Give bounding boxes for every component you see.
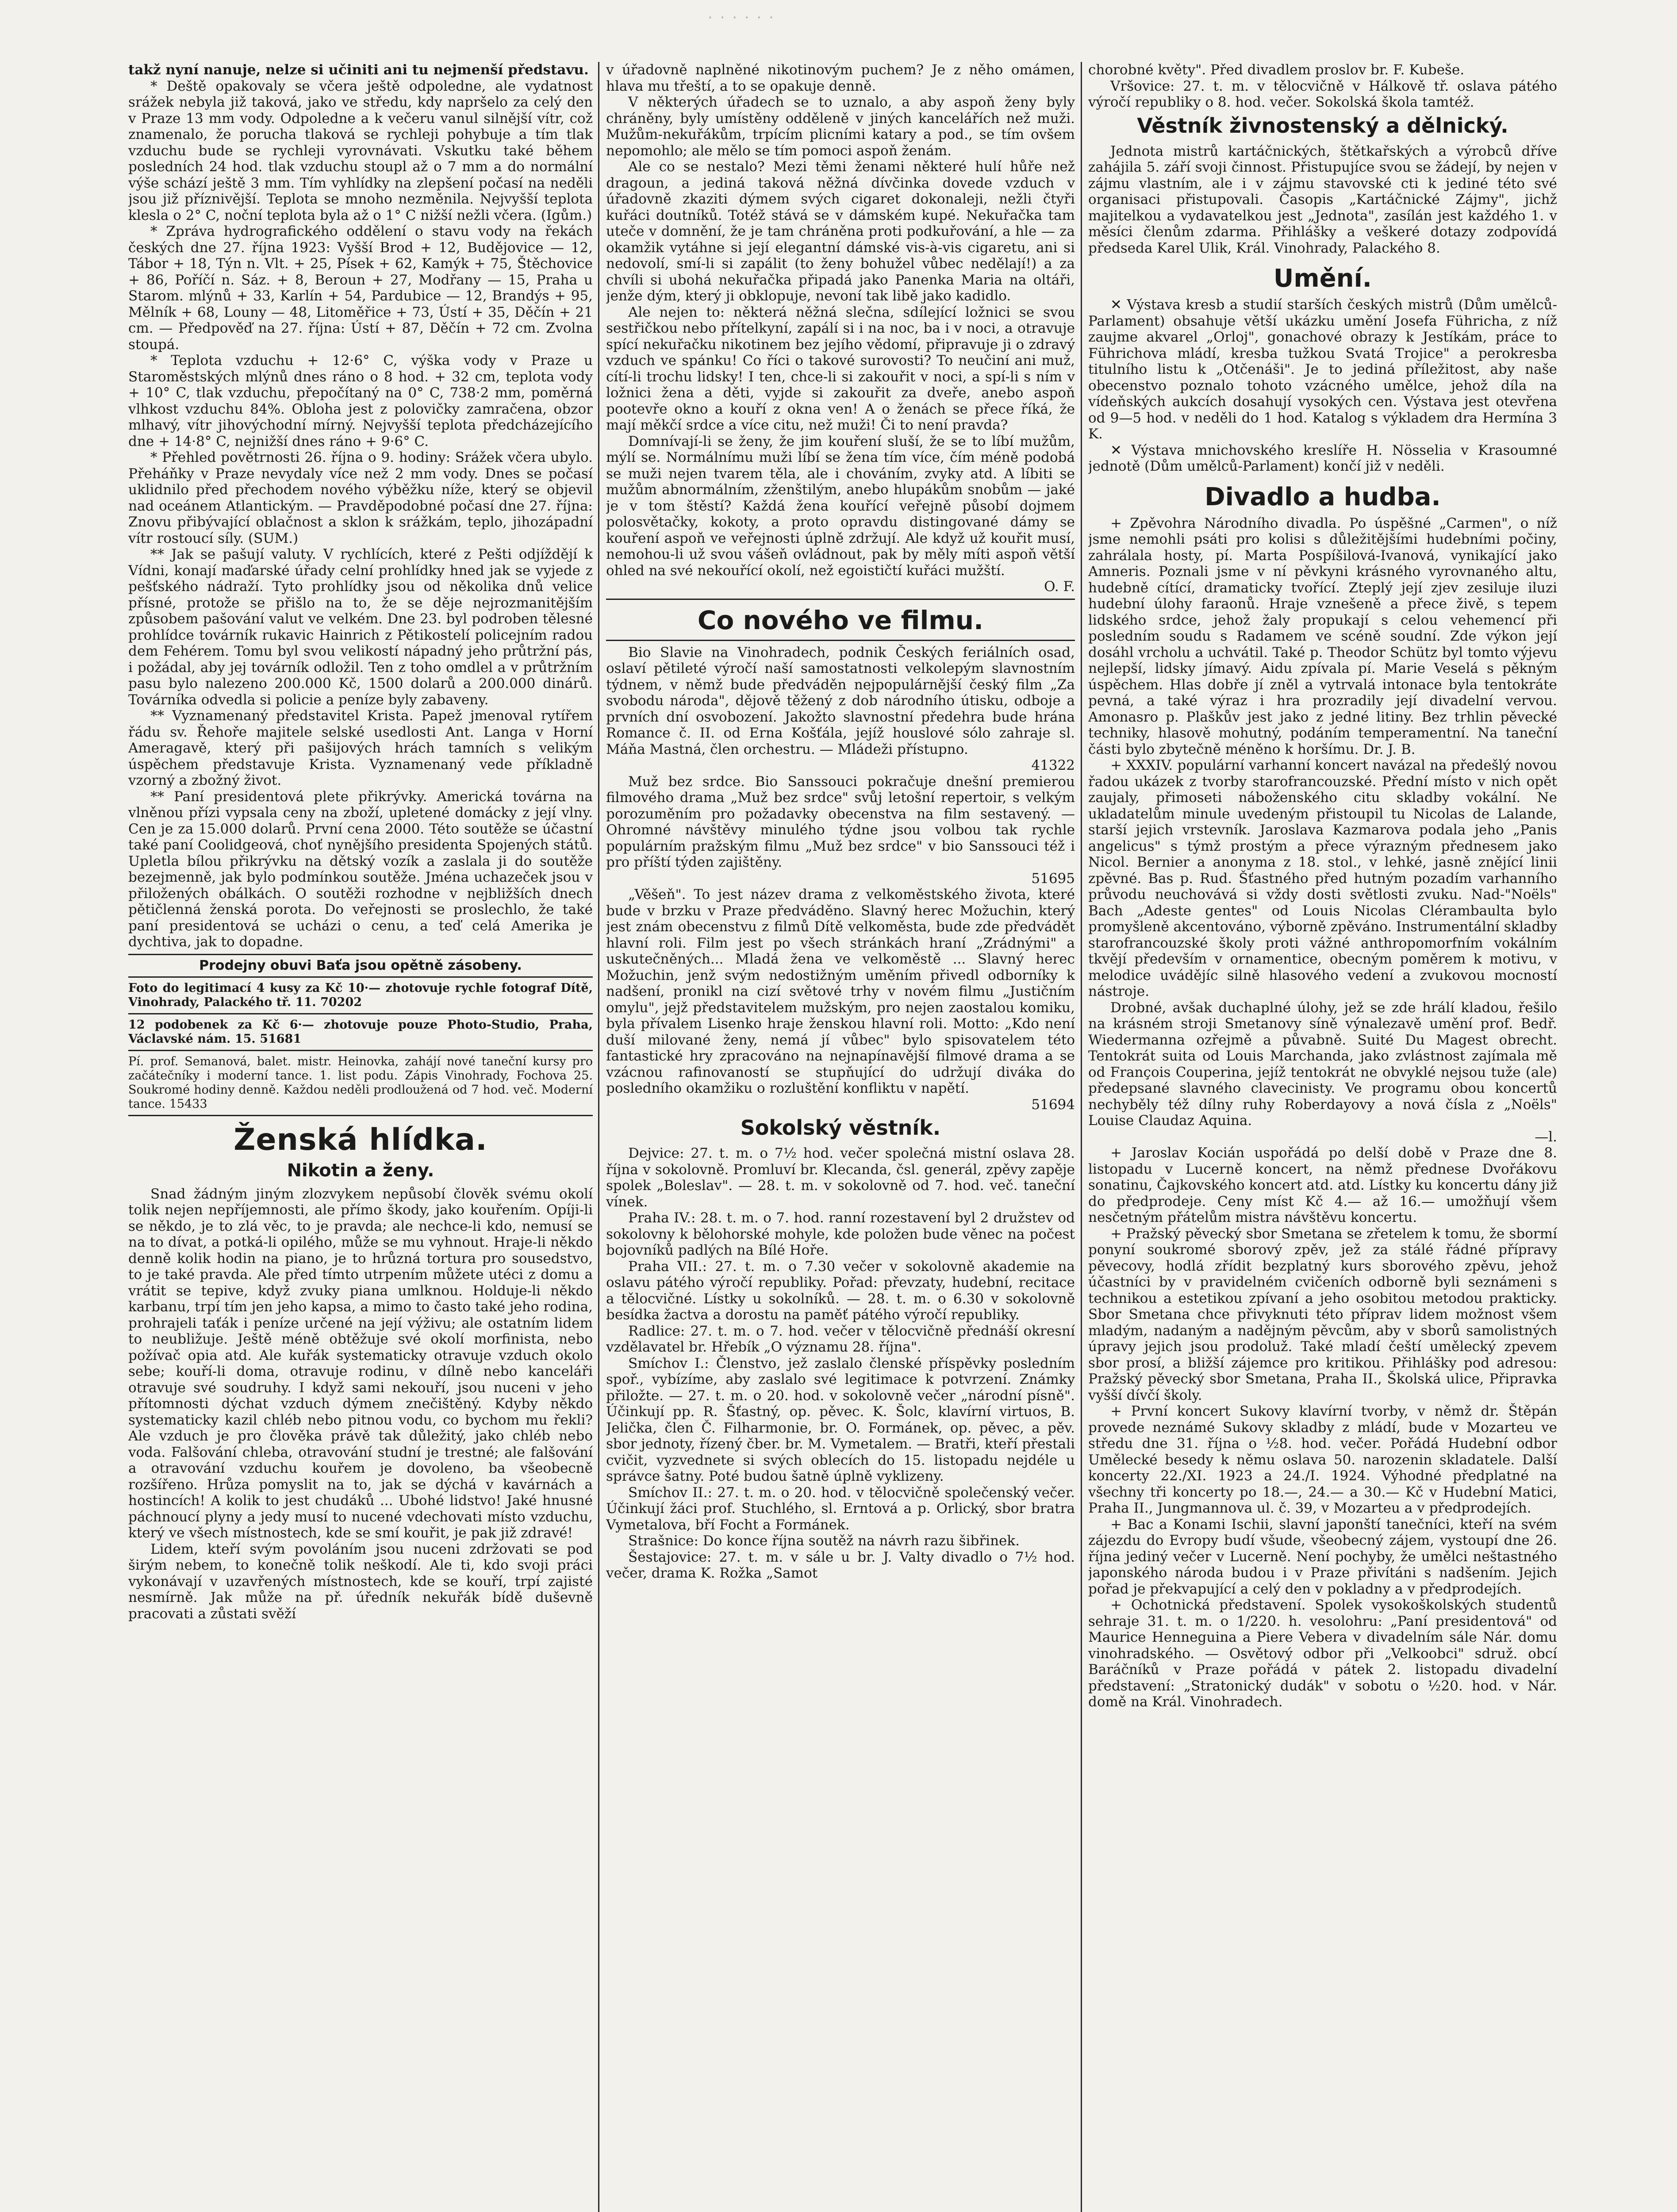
divider bbox=[128, 1115, 593, 1116]
advertisement-photo-studio: 12 podobenek za Kč 6·— zhotovuje pouze Photo-Studio, Praha, Václavské nám. 15. 51681 bbox=[128, 1018, 593, 1046]
divider bbox=[606, 640, 1075, 641]
article-body: Lidem, kteří svým povoláním jsou nuceni zdržovati se pod širým nebem, to konečně tolik neškodí. Ale ti, kdo svoji práci vykonávají v uzavřených místnostech, kde se kouří, trpí zajisté nesmírně. Jak může na př. úředník nekuřák bídě duševně pracovati a zůstati svěží bbox=[128, 1541, 593, 1622]
section-title-art: Umění. bbox=[1273, 264, 1372, 293]
theatre-item: + Zpěvohra Národního divadla. Po úspěšné „Carmen", o níž jsme nemohli psáti pro kolisi s důležitějšími hudebními počiny, zahrálala hosty, pí. Marta Pospíšilová-Ivanová, vynikající jako Amneris. Poznali jsme v ní pěvkyni krásného vyrovnaného altu, hudebně cítící, dramaticky tvořící. Zteplý její zjev zesiluje iluzi hudební úlohy faraonů. Hraje vznešeně a přece živě, s tepem lidského srdce, jehož žaly propukají s celou vehemencí při posledním soudu s Radamem ve scéně soudní. Zde výkon její dosáhl vrcholu a uchvátil. Také p. Theodor Schütz byl tomto výjevu nejlepší, lidsky jímavý. Aidu zpívala pí. Marie Veselá s pěkným úspěchem. Hlas dobře jí zněl a vytrvalá intonace byla tentokráte pevná, a také výraz i hra prozradily její divadelní vervou. Amonasro p. Plaškův jest jako z jedné litiny. Bez trhlin pěvecké techniky, hlasově mohutný, podáním temperamentní. Na taneční části bylo zbytečně méněno k horšímu. Dr. J. B. bbox=[1088, 515, 1557, 757]
column-rule bbox=[1081, 62, 1082, 2212]
article-body: V některých úřadech se to uznalo, a aby aspoň ženy byly chráněny, byly umístěny odděleně v jiných kancelářích než muži. Mužům-nekuřákům, trpícím plicními katary a pod., se tím ovšem nepomohlo; ale mělo se tím pomoci aspoň ženám. bbox=[606, 94, 1075, 159]
film-news-item: Bio Slavie na Vinohradech, podnik Českých feriálních osad, oslaví pětileté výročí naší samostatnosti velkolepým slavnostním týdnem, v němž bude předváděn nejpopulárnější český film „Za svobodu národa", dějově těžený z dob národního útisku, odboje a prvních dní osvobození. Jakožto slavnostní předehra bude hrána Romance č. II. od Erna Košťála, jejíž houslové sólo zahraje sl. Máňa Mastná, člen orchestru. — Mládeži přístupno. bbox=[606, 644, 1075, 757]
film-news-item: „Věšeň". To jest název drama z velkoměstského života, které bude v brzku v Praze předváděno. Slavný herec Možuchin, který jest znám obecenstvu z filmů Dítě velkoměsta, bude zde předvádět hlavní roli. Film jest po všech stránkách hraní „Zrádnými" a uskutečněných... Mladá žena ve velkoměstě ... Slavný herec Možuchin, jenž svým nedostižným uměním přivedl odborníky k nadšení, pronikl na cizí světové trhy v novém filmu „Justičním omylu", jejž představitelem mužským, pro nejen zaostalou komiku, byla přívalem Lisenko hraje ženskou hlavní roli. Motto: „Kdo není duší milované ženy, nemá jí vůbec" bylo spisovatelem této fantastické hry zpracováno na nejnapínavější filmové drama a se vzácnou rafinovaností se stupňující do udržují diváka do posledního okamžiku o rozluštění konfliktu v napětí. bbox=[606, 887, 1075, 1096]
article-body: Snad žádným jiným zlozvykem nepůsobí člověk svému okolí tolik nejen nepříjemnosti, ale přímo škody, jako kouřením. Opíji-li se někdo, je to zlá věc, to je pravda; ale nechce-li kdo, nemusí se na to dívat, a potká-li opilého, může se mu vyhnout. Hraje-li někdo denně kolik hodin na piano, je to hrůzná tortura pro sousedstvo, to je také pravda. Ale před tímto utrpením můžete utéci z domu a vrátit se tepive, když zvuky piana umlknou. Holduje-li někdo karbanu, trpí tím jen jeho kapsa, a mimo to často také jeho rodina, prohrajeli taťák i peníze určené na její výživu; ale ostatním lidem to neubližuje. Ještě méně obtěžuje své okolí morfinista, nebo požívač opia atd. Ale kuřák systematicky otravuje vzduch okolo sebe; kouří-li doma, otravuje rodinu, v dílně nebo kanceláři otravuje své soudruhy. I když sami nekouří, jsou nuceni v jeho přítomnosti dýchat vzduch dýmem znečištěný. Kdyby někdo systematicky kazil chléb nebo pitnou vodu, co bychom mu řekli? Ale vzduch je pro člověka právě tak důležitý, jako chléb nebo voda. Falšování chleba, otravování studní je trestné; ale falšování a otravování vzduchu kouřem je dovoleno, ba všeobecně rozšířeno. Hrůza pomyslit na to, jak se dýchá v kavárnách a hostincích! A kolik to jest chudáků ... Ubohé lidstvo! Jaké hnusné páchnoucí plyny a jedy musí to nucené vdechovati místo vzduchu, který ve všech místnostech, kde se smí kouřit, je pak již zdravé! bbox=[128, 1186, 593, 1541]
advertisement-dance-course: Pí. prof. Semanová, balet. mistr. Heinovka, zahájí nové taneční kursy pro začátečníky i moderní tance. 1. list podu. Zápis Vinohrady, Fochova 25. Soukromé hodiny denně. Každou neděli prodloužená od 7 hod. več. Moderní tance. 15433 bbox=[128, 1054, 593, 1111]
news-currency-smuggling: ** Jak se pašují valuty. V rychlících, které z Pešti odjíždějí k Vídni, konají maďarské úřady celní prohlídky hned jak se vyjede z pešťského nádraží. Tyto prohlídky jsou od několika dnů velice přísné, protože se přišlo na to, že se děje nejrozmanitějším způsobem pašování valut ve velkém. Dne 23. byl podroben tělesné prohlídce továrník rukavic Hainrich z Pětikostelí policejním radou dem Fehérem. Tomu byl svou velikostí nápadný jeho průtržní pás, i požádal, aby jej továrník odložil. Ten z toho omdlel a v průtržním pasu bylo nalezeno 200.000 Kč, 1500 dolarů a 200.000 dinárů. Továrníka odvedla si policie a peníze byly zabaveny. bbox=[128, 546, 593, 708]
theatre-item: Drobné, avšak duchaplné úlohy, jež se zde hrálí kladou, řešilo na krásném stroji Smetanovy síně výnalezavě umění prof. Bedř. Wiedermanna ozřejmě a půvabně. Suité Du Magest obrecht. Tentokrát suita od Louis Marchanda, jako zvlástnost zajímala mě od François Couperina, jejíž tentokrát ne obvyklé nejsou tuže (ale) předepsané slavného clavecinisty. Ve programu obou koncertů nechyběly též dílny ruhy Roberdayovy a nová čísla z „Noëls" Louise Claudaz Aquina. bbox=[1088, 999, 1557, 1129]
divider bbox=[606, 599, 1075, 600]
column-rule bbox=[598, 62, 599, 2212]
theatre-item: + Pražský pěvecký sbor Smetana se zřetelem k tomu, že sbormí ponyní soukromé sborový zpěv, jež za stálé řádné přípravy pěvecovy, hodlá zřídit bezplatný kurs sborového zpěvu, jehož účastníci by v pravidelném cvičeních odborně byli seznámeni s technikou a estetikou zpívaní a jeho osobitou metodou prakticky. Sbor Smetana chce přivyknuti této příprav lidem možnost všem mladým, nadaným a nadějným pěvcům, aby v sborů samolistných úpravy jejich jsou prodoluž. Také mladí čeští umělecký zpevem sbor prosí, a bližší zájemce pro kritikou. Přihlášky pod adresou: Pražský pěvecký sbor Smetana, Praha II., Školská ulice, Připravka vyšší dívčí školy. bbox=[1088, 1225, 1557, 1403]
author-signature: —l. bbox=[1535, 1129, 1557, 1145]
theatre-item: + Ochotnická představení. Spolek vysokoškolských studentů sehraje 31. t. m. o 1/220. h. vesolohru: „Paní presidentová" od Maurice Henneguina a Piere Vebera v divadelním sále Nár. domu vinohradského. — Osvětový odbor při „Velkoobci" sdruž. obcí Baráčníků v Praze pořádá v pátek 2. listopadu divadelní představení: „Stratonický dudák" v sobotu o ½20. hod. v Nár. domě na Král. Vinohradech. bbox=[1088, 1597, 1557, 1710]
news-presidents-wife: ** Paní presidentová plete přikrývky. Americká továrna na vlněnou přízi vypsala ceny na zboží, upletené domácky z její vlny. Cen je za 15.000 dolarů. První cena 2000. Této soutěže se účastní také paní Coolidgeová, choť nynějšího presidenta Spojených států. Upletla bílou přikrývku na dětský vozík a zaslala ji do soutěže bezejmenně, jak bylo podmínkou soutěže. Jména uchazeček jsou v přiložených obálkách. O soutěži rozhodne v nejbližších dnech pětičlenná ženská porota. Do veřejnosti se proslechlo, že také paní presidentová se ucházi o cenu, a teď celá Amerika je dychtiva, jak to dopadne. bbox=[128, 788, 593, 950]
theatre-item: + Jaroslav Kocián uspořádá po delší době v Praze dne 8. listopadu v Lucerně koncert, na němž přednese Dvořákovu sonatinu, Čajkovského koncert atd. atd. Lístky ku koncertu dány již do předprodeje. Ceny míst Kč 4.— až 16.— umožňují všem nesčetným přátelům mistra návštěvu koncertu. bbox=[1088, 1145, 1557, 1225]
advertisement-bata bbox=[128, 959, 593, 973]
air-temperature-report: * Teplota vzduchu + 12·6° C, výška vody v Praze u Staroměstských mlýnů dnes ráno o 8 hod. + 32 cm, teplota vody + 10° C, tlak vzduchu, přepočítaný na 0° C, 738·2 mm, poměrná vlhkost vzduchu 84%. Obloha jest z polovičky zamračena, obzor mlhavý, vítr jihovýchodní mírný. Nejvyšší teplota předcházejícího dne + 14·8° C, nejnižší dnes ráno + 9·6° C. bbox=[128, 353, 593, 449]
article-body: chorobné květy". Před divadlem proslov br. F. Kubeše. bbox=[1088, 62, 1465, 78]
weather-report: * Deště opakovaly se včera ještě odpoledne, ale vydatnost srážek nebyla již taková, jako ve středu, kdy napršelo za celý den v Praze 13 mm vody. Odpoledne a k večeru vanul silnější vítr, což znamenalo, že porucha tlaková se rychleji pohybuje a tím tlak vzduchu bude se rychleji vyrovnávati. Vskutku také během posledních 24 hod. tlak vzduchu stoupl až o 7 mm a do normální výše schází ještě 3 mm. Tím vyhlídky na zlepšení počasí na neděli jsou již příznivější. Teplota se mnoho nezměnila. Nejvyšší teplota klesla o 2° C, noční teplota byla až o 1° C nižší nežli včera. (Igům.) bbox=[128, 78, 593, 223]
divider bbox=[128, 954, 593, 955]
sokol-item: Dejvice: 27. t. m. o 7½ hod. večer společná mistní oslava 28. října v sokolovně. Promluví br. Klecanda, čsl. generál, zpěvy zapěje spolek „Boleslav". — 28. t. m. v sokolovně od 7. hod. več. taneční vínek. bbox=[606, 1145, 1075, 1210]
sokol-item: Radlice: 27. t. m. o 7. hod. večer v tělocvičně přednáší okresní vzdělavatel br. Hřebík „O významu 28. října". bbox=[606, 1323, 1075, 1355]
column-right bbox=[1088, 62, 1557, 2212]
sokol-item: Strašnice: Do konce října soutěž na návrh razu šibřinek. bbox=[628, 1533, 1020, 1549]
sokol-item: Smíchov II.: 27. t. m. o 20. hod. v tělocvičně společenský večer. Účinkují žáci prof. Stuchlého, sl. Erntová a p. Orlický, sbor bratra Vymetalova, bří Focht a Formánek. bbox=[606, 1484, 1075, 1533]
ad-number: 41322 bbox=[1031, 757, 1075, 773]
sokol-item: Šestajovice: 27. t. m. v sále u br. J. Valty divadlo o 7½ hod. večer, drama K. Rožka „Samot bbox=[606, 1549, 1075, 1581]
theatre-item: + XXXIV. populární varhanní koncert navázal na předešlý novou řadou ukázek z tvorby starofrancouzské. Přední místo v nich opět zaujaly, přimoseti náboženského citu skladby vokální. Ne ukladatelům minule uvedeným přistoupil tu Nicolas de Lalande, starší jejich vrstevník. Jaroslava Kazmarova podala jeho „Panis angelicus" s týmž prostým a přece výrazným přednesem jako Nicol. Bernier a anonyma z 18. stol., v lehké, jasně znějící linii zpěvné. Bas p. Rud. Šťastného před hutným pozadím varhanního průvodu neuchovává si vždy dosti světlosti zvuku. Nad-"Noëls" Bach „Adeste gentes" od Louis Nicolas Clérambaulta bylo promyšleně akcentováno, výborně zpěváno. Instrumentální skladby starofrancouzské školy proti vážné anthropomorfním vokálním tkvějí především v ornamentice, obecným poměrem k motivu, v melodice uvádějíc silně hlasového vedení a zvukovou mocností nástroje. bbox=[1088, 757, 1557, 999]
column-left bbox=[128, 62, 593, 2212]
theatre-item: + První koncert Sukovy klavírní tvorby, v němž dr. Štěpán provede neznámé Sukovy skladby z mládí, bude v Mozarteu ve středu dne 31. října o ½8. hod. večer. Pořádá Hudební odbor Umělecké besedy k němu oslava 50. narozenin skladatele. Další koncerty 22./XI. 1923 a 24./I. 1924. Výhodné předplatné na všechny tři koncerty po 18.—, 24.— a 30.— Kč v Hudební Matici, Praha II., Jungmannova ul. č. 39, v Mozarteu a v předprodejích. bbox=[1088, 1403, 1557, 1516]
weather-overview: * Přehled povětrnosti 26. října o 9. hodiny: Srážek včera ubylo. Přeháňky v Praze nevydaly více než 2 mm vody. Dnes se počasí uklidnilo před přechodem nového výběžku níže, který se objevil nad oceánem Atlantickým. — Pravděpodobné počasí dne 27. října: Znovu přibývající oblačnost a sklon k srážkám, teplo, jihozápadní vítr rostoucí síly. (SUM.) bbox=[128, 449, 593, 546]
theatre-item: + Bac a Konami Ischii, slavní japonští tanečníci, kteří na svém zájezdu do Evropy budí všude, všeobecný zájem, vystoupí dne 26. října jediný večer v Lucerně. Není pochyby, že umělci neštastného japonského národa budou i v Praze přivítáni s nadšením. Jejich pořad je překvapující a celý den v pokladny a v předprodejích. bbox=[1088, 1516, 1557, 1597]
ad-number: 51695 bbox=[1031, 870, 1075, 887]
divider bbox=[128, 1013, 593, 1014]
advertisement-photo: Foto do legitimací 4 kusy za Kč 10·— zhotovuje rychle fotograf Dítě, Vinohrady, Palackého tř. 11. 70202 bbox=[128, 981, 593, 1009]
sokol-item: Praha IV.: 28. t. m. o 7. hod. ranní rozestavení byl 2 družstev od sokolovny k bělohorské mohyle, kde položen bude věnec na počest bojovníků padlých na Bílé Hoře. bbox=[606, 1210, 1075, 1258]
river-levels-report: * Zpráva hydrografického oddělení o stavu vody na řekách českých dne 27. října 1923: Vyšší Brod + 12, Budějovice — 12, Tábor + 18, Týn n. Vlt. + 25, Písek + 62, Kamýk + 75, Štěchovice + 86, Poříčí n. Sáz. + 8, Beroun + 27, Modřany — 15, Praha u Starom. mlýnů + 33, Karlín + 54, Pardubice — 12, Brandýs + 95, Mělník + 68, Louny — 48, Litoměřice + 73, Ústí + 35, Děčín + 21 cm. — Předpověď na 27. října: Ústí + 87, Děčín + 72 cm. Zvolna stoupá. bbox=[128, 223, 593, 353]
section-title-trade: Věstník živnostenský a dělnický. bbox=[1137, 113, 1508, 138]
art-item: ✕ Výstava kresb a studií starších českých mistrů (Dům umělců-Parlament) obsahuje větší ukázku umění Josefa Führicha, z níž zaujme akvarel „Orloj", gonachové obrazy k Jestíkám, práce to Führichova mládí, kresba tužkou Svatá Trojice" a perokresba titulního listu k „Otčenáši". Je to jediná příležitost, aby naše obecenstvo poznalo tohoto vzácného umělce, jehož díla na vídeňských aukcích dosahují vysokých cen. Výstava jest otevřena od 9—5 hod. v neděli do 1 hod. Katalog s výkladem dra Hermína 3 K. bbox=[1088, 297, 1557, 442]
section-title-sokol: Sokolský věstník. bbox=[740, 1116, 941, 1140]
art-item: ✕ Výstava mnichovského kreslíře H. Nösselia v Krasoumné jednotě (Dům umělců-Parlament) končí již v neděli. bbox=[1088, 442, 1557, 474]
article-body: Ale nejen to: některá něžná slečna, sdílející ložnici se svou sestřičkou nebo přítelkyní, zapálí si i na noc, ba i v noci, a otravuje spící nekuřačku nikotinem bez jejího vědomí, připravuje ji o zdravý vzduch ve spánku! Co říci o takové surovosti? To neučiní ani muž, cítí-li trochu lidsky! I ten, chce-li si zakouřit v noci, a spí-li s ním v ložnici žena a děti, vyjde si zakouřit za dveře, anebo aspoň pootevře okno a kouří z okna ven! A o ženách se přece říká, že mají měkčí srdce a více citu, než muži! Či to není pravda? bbox=[606, 304, 1075, 433]
film-news-item: Muž bez srdce. Bio Sanssouci pokračuje dnešní premierou filmového drama „Muž bez srdce" svůj letošní repertoir, s velkým porozuměním pro požadavky obecenstva na film sestavený. — Ohromné návštěvy minulého týdne jsou volbou tak rychle populárním pražským filmu „Muž bez srdce" v bio Sanssouci též i pro příští týden zajištěny. bbox=[606, 773, 1075, 870]
ad-number: 51694 bbox=[1031, 1096, 1075, 1113]
sokol-item: Vršovice: 27. t. m. v tělocvičně v Hálkově tř. oslava pátého výročí republiky o 8. hod. večer. Sokolská škola tamtéž. bbox=[1088, 78, 1557, 110]
article-body: Ale co se nestalo? Mezi těmi ženami některé hulí hůře než dragoun, a jediná taková něžná dívčinka dovede vzduch v úřadovně zkaziti dýmem svých cigaret dokonaleji, nežli čtyři kuřáci doutníků. Totéž stává se v dámském kupé. Nekuřačka tam uteče v domnění, že je tam chráněna proti podkuřování, a hle — za okamžik vytáhne si její elegantní dámské vis-à-vis cigaretu, ani si nedovolí, smí-li si zapálit (to ženy bohužel vůbec nedělají!) a za chvíli si ubohá nekuřačka připadá jako Panenka Maria na oltáři, jenže dým, který ji obklopuje, nevoní tak libě jako kadidlo. bbox=[606, 159, 1075, 304]
article-body: Domnívají-li se ženy, že jim kouření sluší, že se to líbí mužům, mýlí se. Normálnímu muži líbí se žena tím více, čím méně podobá se muži nejen tvarem těla, ale i chováním, zvyky atd. A líbiti se mužům abnormálním, zženštilým, anebo hlupákům snobům — jaké je v tom štěstí? Každá žena kouřící veřejně působí dojmem polosvětačky, kokoty, a proto opravdu distingované dámy se kouření aspoň ve veřejnosti úplně zdržují. Ale když už kouřit musí, nemohou-li už svou vášeň ovládnout, pak by měly míti aspoň větší ohled na své nekouřící okolí, než egoističtí kuřáci mužští. bbox=[606, 433, 1075, 579]
section-title-womens-corner: Ženská hlídka. bbox=[234, 1122, 487, 1157]
divider bbox=[128, 976, 593, 978]
article-body: v úřadovně naplněné nikotinovým puchem? Je z něho omámen, hlava mu třeští, a to se opakuje denně. bbox=[606, 62, 1075, 94]
author-signature: O. F. bbox=[1044, 579, 1075, 595]
sokol-item: Praha VII.: 27. t. m. o 7.30 večer v sokolovně akademie na oslavu pátého výročí republiky. Pořad: převzaty, hudební, recitace a tělocvičné. Lístky u sokolníků. — 28. t. m. o 6.30 v sokolovně besídka žactva a dorostu na paměť pátého výročí republiky. bbox=[606, 1258, 1075, 1323]
divider bbox=[128, 1050, 593, 1051]
trade-item: Jednota mistrů kartáčnických, štětkařských a výrobců dříve zahájila 5. září svoji činnost. Přistupujíce svou se žádejí, by nejen v zájmu vlastním, ale i v zájmu stavovské cti k jediné této své organisaci přistupovali. Časopis „Kartáčnické Zájmy", jichž majitelkou a vydavatelkou jest „Jednota", zasílán jest každého 1. v měsíci členům zdarma. Přihlášky a veškeré dotazy zodpovídá předseda Karel Ulik, Král. Vinohrady, Palackého 8. bbox=[1088, 143, 1557, 256]
sokol-item: Smíchov I.: Členstvo, jež zaslalo členské příspěvky posledním spoř., vybízíme, aby zaslalo své legitimace k potvrzení. Známky přiložte. — 27. t. m. o 20. hod. v sokolovně večer „národní písně". Účinkují pp. R. Šťastný, op. pěvec. K. Šolc, klavírní virtuos, B. Jelička, člen Č. Filharmonie, br. O. Formánek, op. pěvec, a pěv. sbor jednoty, řízený čber. br. M. Vymetalem. — Bratři, kteří přestali cvičit, vyzvednete si svých oblecích do 15. listopadu nejdéle u správce šatny. Poté budou šatně úplně vyklizeny. bbox=[606, 1355, 1075, 1484]
news-christ-actor: ** Vyznamenaný představitel Krista. Papež jmenoval rytířem řádu sv. Řehoře majitele selské usedlosti Ant. Langa v Horní Ameragavě, který při pašijových hrách tamních s velikým úspěchem představuje Krista. Vyznamenaný vede příkladně vzorný a zbožný život. bbox=[128, 708, 593, 788]
section-title-theatre-music: Divadlo a hudba. bbox=[1205, 482, 1441, 511]
article-title-nicotine: Nikotin a ženy. bbox=[287, 1160, 434, 1181]
article-fragment: takž nyní nanuje, nelze si učiniti ani tu nejmenší představu. bbox=[128, 62, 589, 78]
section-title-film: Co nového ve filmu. bbox=[697, 605, 984, 635]
ad-text: Prodejny obuvi Baťa jsou opětně zásobeny. bbox=[199, 957, 522, 973]
faint-header-marks: · · · · · · bbox=[708, 9, 775, 27]
column-middle bbox=[606, 62, 1075, 2212]
